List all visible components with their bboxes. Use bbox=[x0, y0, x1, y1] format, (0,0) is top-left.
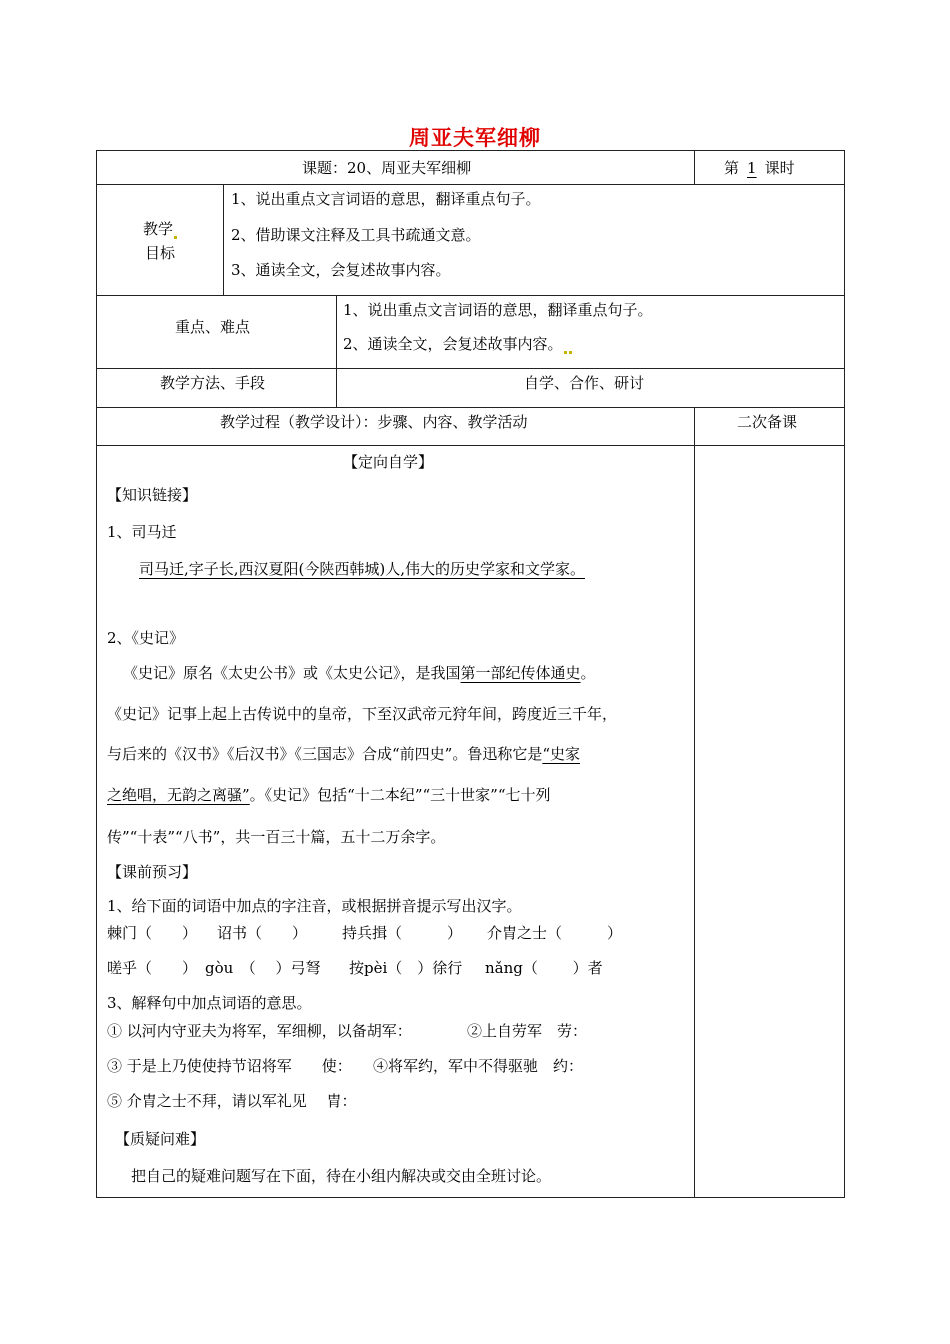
sima-qian-title: 1、司马迁 bbox=[107, 523, 177, 541]
doubt-heading: 【质疑问难】 bbox=[115, 1130, 206, 1148]
pinyin-item: nǎng（ ）者 bbox=[485, 959, 603, 977]
col-divider bbox=[336, 295, 337, 407]
goal-item: 2、借助课文注释及工具书疏通文意。 bbox=[231, 226, 481, 244]
pinyin-item: 嗟乎（ ） bbox=[107, 959, 198, 977]
col-divider bbox=[694, 151, 695, 184]
explain-item: ① 以河内守亚夫为将军，军细柳，以备胡军： bbox=[107, 1022, 412, 1040]
pinyin-item: 按pèi（ ）徐行 bbox=[349, 959, 463, 977]
row-divider bbox=[97, 368, 844, 369]
second-prep-label: 二次备课 bbox=[737, 413, 798, 431]
row-divider bbox=[97, 184, 844, 185]
goal-item: 1、说出重点文言词语的意思，翻译重点句子。 bbox=[231, 190, 541, 208]
shiji-paragraph: 之绝唱，无韵之离骚”。《史记》包括“十二本纪”“三十世家”“七十列 bbox=[107, 786, 551, 804]
row-divider bbox=[97, 295, 844, 296]
pinyin-item: 介胄之士（ ） bbox=[487, 924, 623, 942]
shiji-paragraph: 传”“十表”“八书”，共一百三十篇，五十二万余字。 bbox=[107, 828, 446, 846]
key-item: 1、说出重点文言词语的意思，翻译重点句子。 bbox=[343, 301, 653, 319]
shiji-paragraph: 《史记》记事上起上古传说中的皇帝，下至汉武帝元狩年间，跨度近三千年， bbox=[107, 705, 618, 723]
col-divider bbox=[223, 184, 224, 295]
preview-heading: 【课前预习】 bbox=[107, 863, 198, 881]
section-heading: 【定向自学】 bbox=[343, 453, 434, 471]
method-value: 自学、合作、研讨 bbox=[524, 374, 645, 392]
lesson-count: 第 1 课时 bbox=[724, 159, 795, 177]
pinyin-item: gòu （ ）弓弩 bbox=[205, 959, 321, 977]
pinyin-item: 棘门（ ） bbox=[107, 924, 198, 942]
explain-item: ③ 于是上乃使使持节诏将军 使： bbox=[107, 1057, 352, 1075]
explain-item: ⑤ 介胄之士不拜，请以军礼见 胄： bbox=[107, 1092, 357, 1110]
doubt-text: 把自己的疑难问题写在下面，待在小组内解决或交由全班讨论。 bbox=[131, 1167, 552, 1185]
sima-qian-text: 司马迁,字子长,西汉夏阳(今陕西韩城)人,伟大的历史学家和文学家。 bbox=[139, 560, 586, 578]
explain-item: ②上自劳军 劳： bbox=[467, 1022, 588, 1040]
topic-label: 课题：20、周亚夫军细柳 bbox=[302, 159, 472, 177]
knowledge-link-heading: 【知识链接】 bbox=[107, 486, 198, 504]
shiji-paragraph: 与后来的《汉书》《后汉书》《三国志》合成“前四史”。鲁迅称它是“史家 bbox=[107, 745, 581, 763]
shiji-paragraph: 《史记》原名《太史公书》或《太史公记》，是我国第一部纪传体通史。 bbox=[123, 664, 596, 682]
goals-label: 目标 bbox=[145, 244, 176, 262]
method-label: 教学方法、手段 bbox=[160, 374, 266, 392]
shiji-title: 2、《史记》 bbox=[107, 629, 185, 647]
page-title: 周亚夫军细柳 bbox=[409, 126, 541, 150]
key-item: 2、通读全文，会复述故事内容。 bbox=[343, 334, 573, 354]
goals-label: 教学 bbox=[143, 219, 178, 239]
pinyin-item: 持兵揖（ ） bbox=[342, 924, 463, 942]
key-label: 重点、难点 bbox=[175, 318, 251, 336]
goal-item: 3、通读全文，会复述故事内容。 bbox=[231, 261, 451, 279]
explain-item: ④将军约，军中不得驱驰 约： bbox=[373, 1057, 584, 1075]
pinyin-item: 诏书（ ） bbox=[217, 924, 308, 942]
lesson-plan-table bbox=[96, 150, 845, 1198]
col-divider bbox=[694, 407, 695, 1197]
row-divider bbox=[97, 445, 844, 446]
exercise-question: 3、解释句中加点词语的意思。 bbox=[107, 994, 312, 1012]
process-label: 教学过程（教学设计）：步骤、内容、教学活动 bbox=[220, 413, 528, 431]
row-divider bbox=[97, 407, 844, 408]
exercise-question: 1、给下面的词语中加点的字注音，或根据拼音提示写出汉字。 bbox=[107, 897, 522, 915]
